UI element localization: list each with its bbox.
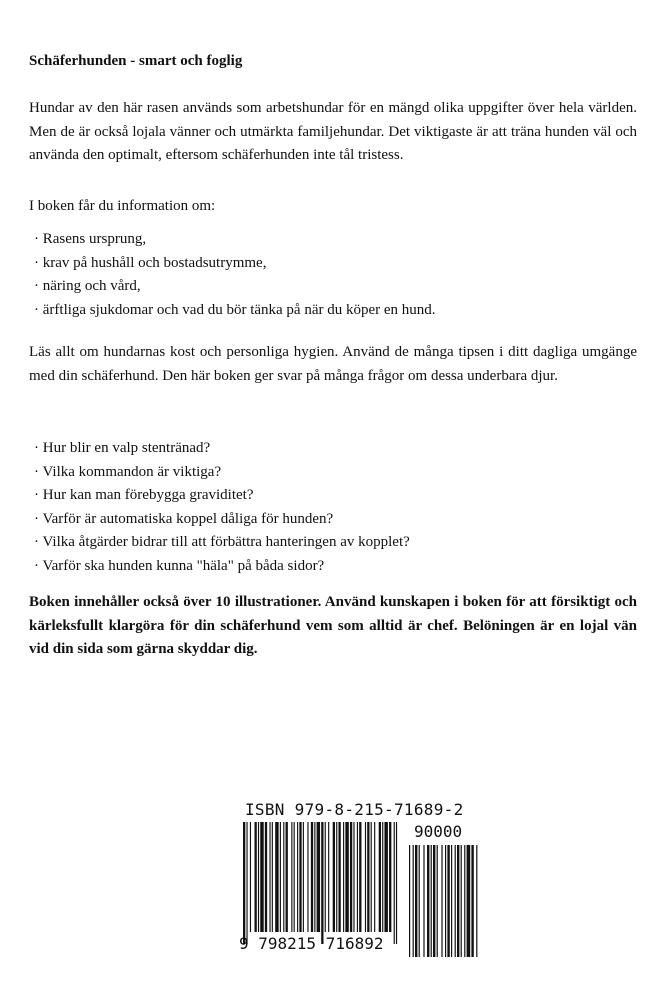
barcode-bar — [246, 822, 247, 944]
barcode-bar — [294, 822, 295, 932]
barcode-bar — [317, 822, 320, 932]
barcode-bar — [291, 822, 292, 932]
barcode-bar — [359, 822, 361, 932]
isbn-barcode — [239, 795, 484, 958]
barcode-bar — [350, 822, 352, 932]
barcode-bar — [396, 822, 397, 944]
barcode-bar — [336, 822, 337, 932]
addon-bar — [461, 845, 462, 957]
list-item: · näring och vård, — [34, 275, 436, 299]
addon-bar — [441, 845, 442, 957]
barcode-bar — [374, 822, 375, 932]
barcode-bar — [265, 822, 267, 932]
info-heading: I boken får du information om: — [29, 198, 216, 214]
addon-bar — [413, 845, 414, 957]
addon-bar — [415, 845, 417, 957]
barcode-bar — [365, 822, 366, 932]
barcode-bar — [338, 822, 340, 932]
list-item: · Vilka kommandon är viktiga? — [34, 461, 410, 485]
barcode-bar — [357, 822, 358, 932]
barcode-bar — [382, 822, 383, 932]
addon-bar — [419, 845, 420, 957]
addon-bar — [476, 845, 477, 957]
addon-bar — [447, 845, 449, 957]
addon-bar — [455, 845, 456, 957]
addon-bar — [471, 845, 473, 957]
list-item: · Rasens ursprung, — [34, 228, 436, 252]
list-item: · Vilka åtgärder bidrar till att förbättra hanteringen av kopplet? — [34, 531, 410, 555]
barcode-bar — [307, 822, 308, 932]
barcode-bar — [283, 822, 284, 932]
barcode-bar — [353, 822, 354, 932]
addon-bar — [433, 845, 435, 957]
barcode-bar — [286, 822, 288, 932]
addon-bar — [409, 845, 410, 957]
summary-paragraph: Boken innehåller också över 10 illustrationer. Använd kunskapen i boken för att försiktigt och kärleksfullt klargöra för din schäferhund vem som alltid är chef. Belöningen är en lojal vän vid din sida som gärna skyddar dig. — [29, 594, 637, 657]
intro-paragraph: Hundar av den här rasen används som arbetshundar för en mängd olika uppgifter över hela världen. Men de är också lojala vänner och utmärkta familjehundar. Det viktigaste är att träna hunden väl och använda den optimalt, eftersom schäferhunden inte tål tristess. — [29, 100, 637, 163]
barcode-bar — [250, 822, 251, 932]
addon-bar — [451, 845, 452, 957]
addon-bar — [423, 845, 424, 957]
barcode-bar — [258, 822, 259, 932]
addon-bar — [427, 845, 429, 957]
barcode-bar — [243, 822, 245, 944]
barcode-bar — [269, 822, 270, 932]
barcode-bar — [384, 822, 387, 932]
addon-bar — [445, 845, 446, 957]
list-item: · krav på hushåll och bostadsutrymme, — [34, 252, 436, 276]
isbn-number: ISBN 979-8-215-71689-2 — [245, 800, 464, 819]
info-list — [34, 228, 436, 322]
addon-bar — [464, 845, 465, 957]
barcode-bar — [389, 822, 391, 932]
barcode-bar — [280, 822, 281, 932]
barcode-bar — [345, 822, 348, 932]
ean-digits: 9 798215 716892 — [239, 934, 384, 953]
list-item: · ärftliga sjukdomar och vad du bör tänka på när du köper en hund. — [34, 299, 436, 323]
barcode-bar — [255, 822, 257, 932]
addon-bar — [467, 845, 471, 957]
questions-list — [34, 437, 410, 578]
barcode-bar — [371, 822, 372, 932]
barcode-bar — [379, 822, 381, 932]
addon-bar — [437, 845, 438, 957]
care-paragraph: Läs allt om hundarnas kost och personliga hygien. Använd de många tipsen i ditt dagliga umgänge med din schäferhund. Den här boken ger svar på många frågor om dessa underbara djur. — [29, 344, 637, 384]
barcode-bar — [328, 822, 329, 932]
barcode-bar — [299, 822, 301, 932]
list-item: · Varför ska hunden kunna "häla" på båda sidor? — [34, 555, 410, 579]
barcode-bar — [303, 822, 304, 932]
barcode-bar — [394, 822, 395, 944]
barcode-bar — [367, 822, 369, 932]
addon-bar — [431, 845, 432, 957]
barcode-bar — [333, 822, 335, 932]
list-item: · Hur blir en valp stentränad? — [34, 437, 410, 461]
book-title: Schäferhunden - smart och foglig — [29, 53, 243, 69]
barcode-bar — [311, 822, 313, 932]
barcode-bar — [343, 822, 344, 932]
barcode-bar — [272, 822, 273, 932]
price-addon: 90000 — [414, 822, 463, 841]
barcode-bar — [314, 822, 315, 932]
list-item: · Varför är automatiska koppel dåliga för hunden? — [34, 508, 410, 532]
barcode-bar — [275, 822, 278, 932]
addon-bar — [457, 845, 459, 957]
barcode-bar — [325, 822, 326, 932]
barcode-bar — [260, 822, 263, 932]
list-item: · Hur kan man förebygga graviditet? — [34, 484, 410, 508]
barcode-bar — [297, 822, 298, 932]
barcode-bar — [321, 822, 323, 944]
